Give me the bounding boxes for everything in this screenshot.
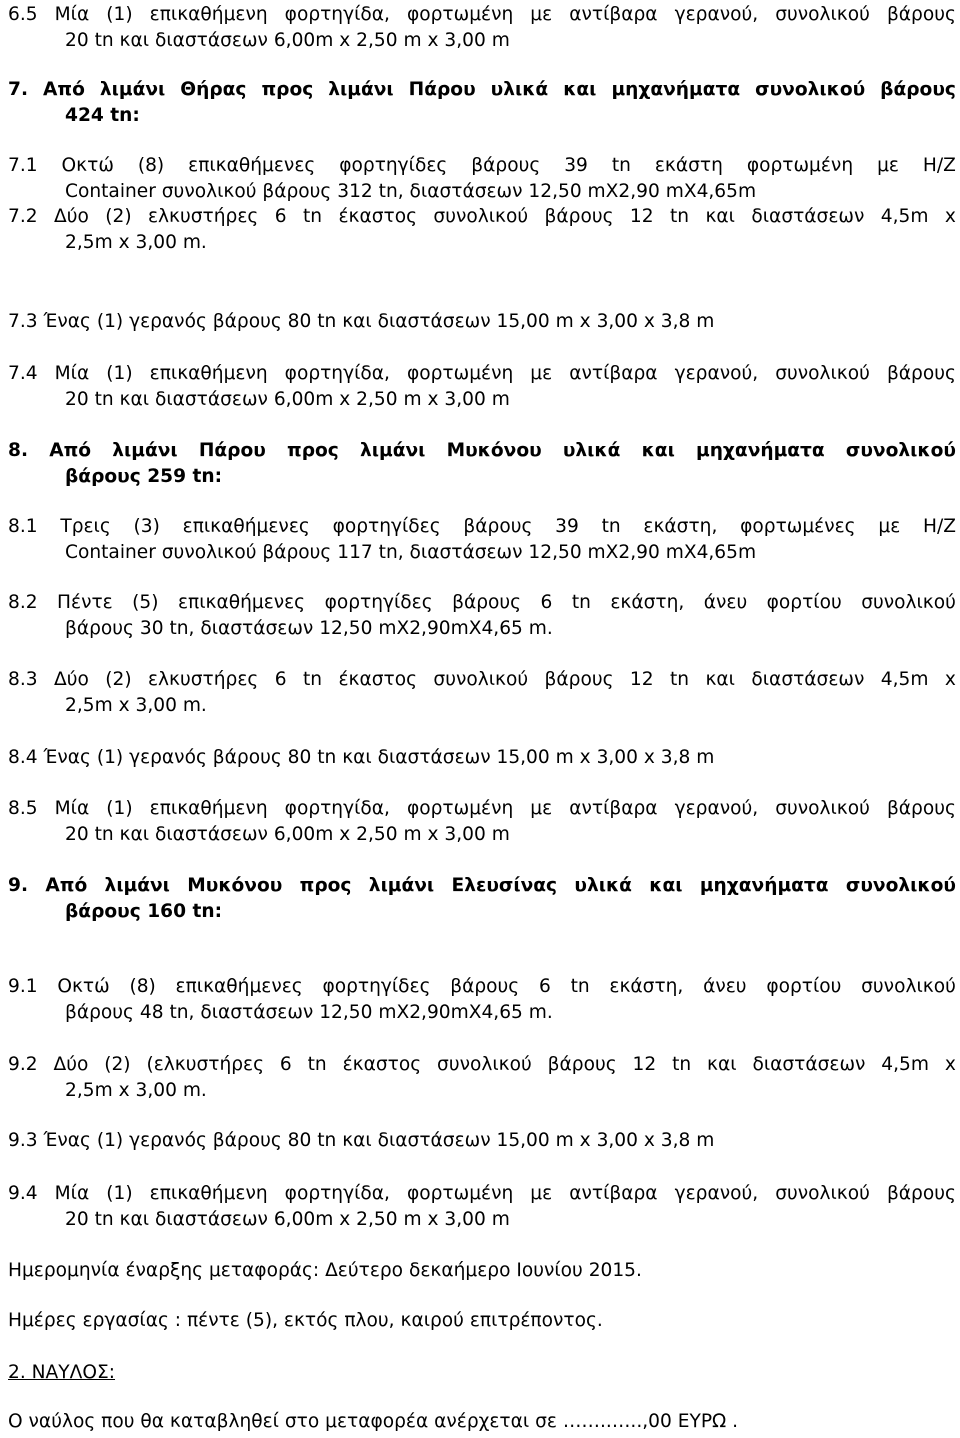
word: (1)	[106, 363, 133, 384]
word: βάρους	[886, 1183, 956, 1204]
word: γερανού,	[674, 4, 759, 25]
word: και	[707, 1054, 737, 1075]
word: λιμάνι	[99, 79, 166, 100]
word: tn	[669, 669, 690, 690]
word: 4,5m	[880, 206, 929, 227]
word: φορτίου	[766, 592, 842, 613]
word: (5)	[132, 592, 159, 613]
word: φορτηγίδα,	[284, 1183, 390, 1204]
word: Μυκόνου	[446, 440, 542, 461]
word: φορτωμένη	[406, 363, 514, 384]
heading-line: βάρους 160 tn:	[65, 901, 223, 922]
word: 7.4	[8, 363, 38, 384]
word: φορτηγίδα,	[284, 798, 390, 819]
word: φορτηγίδες	[324, 592, 433, 613]
word: Μία	[54, 1183, 90, 1204]
item-9-4	[8, 1181, 956, 1233]
item-line	[8, 361, 956, 387]
item-6-5	[8, 2, 956, 54]
word: tn	[672, 1054, 692, 1075]
word: έκαστος	[338, 669, 417, 690]
section-8-heading	[8, 438, 956, 490]
word: με	[878, 516, 901, 537]
word: 6	[279, 1054, 292, 1075]
item-line	[8, 153, 956, 179]
word: με	[530, 798, 553, 819]
word: (2)	[104, 1054, 131, 1075]
heading-line	[8, 77, 956, 103]
word: επικαθήμενες	[175, 976, 303, 997]
word: συνολικού	[433, 206, 529, 227]
word: συνολικού	[775, 4, 870, 25]
word: εκάστη,	[609, 976, 684, 997]
word: tn	[611, 155, 631, 176]
item-line	[8, 667, 956, 693]
word: προς	[261, 79, 314, 100]
item-line: 8.4 Ένας (1) γερανός βάρους 80 tn και διαστάσεων 15,00 m x 3,00 x 3,8 m	[8, 747, 715, 768]
word: x	[944, 1054, 956, 1075]
word: υλικά	[562, 440, 621, 461]
item-7-1	[8, 153, 956, 205]
item-line	[8, 204, 956, 230]
word: tn	[307, 1054, 327, 1075]
word: φορτωμένη	[746, 155, 854, 176]
word: 6	[540, 592, 553, 613]
item-line: Container συνολικού βάρους 312 tn, διαστάσεων 12,50 mX2,90 mX4,65m	[65, 181, 757, 202]
start-date-text: Ημερομηνία έναρξης μεταφοράς: Δεύτερο δεκαήμερο Ιουνίου 2015.	[8, 1260, 642, 1281]
word: λιμάνι	[328, 79, 394, 100]
word: αντίβαρα	[569, 1183, 658, 1204]
word: 6	[274, 669, 287, 690]
word: με	[877, 155, 899, 176]
item-8-2	[8, 590, 956, 642]
word: επικαθήμενη	[149, 1183, 268, 1204]
word: Πάρου	[198, 440, 266, 461]
word: (ελκυστήρες	[146, 1054, 265, 1075]
word: εκάστη,	[610, 592, 685, 613]
word: βάρους	[547, 1054, 617, 1075]
item-line: 2,5m x 3,00 m.	[65, 232, 207, 253]
word: 6	[538, 976, 551, 997]
item-8-3	[8, 667, 956, 719]
word: βάρους	[452, 592, 522, 613]
word: Από	[43, 79, 85, 100]
word: Η/Ζ	[923, 516, 956, 537]
item-line: 2,5m x 3,00 m.	[65, 1080, 207, 1101]
word: φορτηγίδες	[322, 976, 431, 997]
word: επικαθήμενες	[182, 516, 310, 537]
section-7-heading	[8, 77, 956, 129]
word: x	[944, 669, 956, 690]
word: Από	[45, 875, 88, 896]
word: Οκτώ	[57, 976, 110, 997]
heading-line	[8, 438, 956, 464]
word: μηχανήματα	[699, 875, 829, 896]
word: 8.2	[8, 592, 38, 613]
item-line	[8, 1052, 956, 1078]
word: Θήρας	[180, 79, 247, 100]
word: Μία	[54, 363, 90, 384]
word: tn	[601, 516, 621, 537]
word: υλικά	[574, 875, 632, 896]
item-7-3	[8, 309, 956, 335]
item-line: Container συνολικού βάρους 117 tn, διαστάσεων 12,50 mX2,90 mX4,65m	[65, 542, 757, 563]
word: διαστάσεων	[751, 206, 865, 227]
item-line: 20 tn και διαστάσεων 6,00m x 2,50 m x 3,00 m	[65, 824, 510, 845]
word: Τρεις	[60, 516, 111, 537]
word: εκάστη,	[643, 516, 718, 537]
word: και	[705, 669, 735, 690]
word: συνολικού	[861, 592, 956, 613]
word: προς	[299, 875, 352, 896]
freight-text: Ο ναύλος που θα καταβληθεί στο μεταφορέα ανέρχεται σε ……..…..,00 ΕΥΡΩ .	[8, 1411, 739, 1432]
item-line: 2,5m x 3,00 m.	[65, 695, 207, 716]
word: βάρους	[471, 155, 541, 176]
item-line	[8, 590, 956, 616]
item-line	[8, 2, 956, 28]
item-line	[8, 514, 956, 540]
word: συνολικού	[437, 1054, 532, 1075]
word: επικαθήμενη	[149, 363, 268, 384]
word: βάρους	[450, 976, 520, 997]
word: βάρους	[544, 206, 614, 227]
item-9-1	[8, 974, 956, 1026]
word: συνολικού	[755, 79, 866, 100]
heading-line: βάρους 259 tn:	[65, 466, 223, 487]
word: 39	[555, 516, 579, 537]
word: λιμάνι	[112, 440, 178, 461]
word: άνευ	[703, 976, 747, 997]
word: λιμάνι	[360, 440, 426, 461]
word: 8.1	[8, 516, 38, 537]
word: συνολικού	[775, 798, 870, 819]
word: Μία	[54, 4, 90, 25]
word: υλικά	[490, 79, 549, 100]
word: (8)	[129, 976, 156, 997]
item-7-4	[8, 361, 956, 413]
section-2-heading-text: 2. ΝΑΥΛΟΣ:	[8, 1362, 116, 1383]
word: φορτηγίδα,	[284, 4, 390, 25]
heading-line: 424 tn:	[65, 105, 140, 126]
word: συνολικού	[775, 363, 870, 384]
word: βάρους	[886, 363, 956, 384]
word: και	[649, 875, 683, 896]
word: αντίβαρα	[569, 363, 658, 384]
word: x	[944, 206, 956, 227]
word: 12	[632, 1054, 657, 1075]
word: 4,5m	[880, 669, 929, 690]
word: φορτίου	[766, 976, 842, 997]
item-line: 20 tn και διαστάσεων 6,00m x 2,50 m x 3,00 m	[65, 30, 510, 51]
word: αντίβαρα	[569, 798, 658, 819]
item-line: βάρους 48 tn, διαστάσεων 12,50 mX2,90mX4,65 m.	[65, 1002, 553, 1023]
word: 9.	[8, 875, 29, 896]
item-line	[8, 796, 956, 822]
word: λιμάνι	[104, 875, 170, 896]
item-8-5	[8, 796, 956, 848]
word: γερανού,	[674, 363, 759, 384]
word: (2)	[105, 669, 132, 690]
item-line: 20 tn και διαστάσεων 6,00m x 2,50 m x 3,00 m	[65, 1209, 510, 1230]
word: προς	[287, 440, 339, 461]
word: tn	[302, 669, 323, 690]
word: επικαθήμενες	[177, 592, 306, 613]
word: 9.1	[8, 976, 38, 997]
word: αντίβαρα	[569, 4, 658, 25]
word: γερανού,	[674, 798, 759, 819]
item-7-2	[8, 204, 956, 256]
word: ελκυστήρες	[148, 206, 259, 227]
word: εκάστη	[654, 155, 723, 176]
word: άνευ	[703, 592, 748, 613]
word: συνολικού	[845, 440, 956, 461]
word: φορτωμένη	[406, 798, 514, 819]
word: βάρους	[463, 516, 533, 537]
word: γερανού,	[674, 1183, 759, 1204]
word: tn	[570, 976, 590, 997]
word: συνολικού	[433, 669, 529, 690]
word: με	[530, 4, 553, 25]
word: και	[563, 79, 597, 100]
word: βάρους	[886, 4, 956, 25]
word: συνολικού	[775, 1183, 870, 1204]
word: φορτωμένη	[406, 1183, 514, 1204]
word: και	[641, 440, 675, 461]
word: μηχανήματα	[611, 79, 741, 100]
word: Δύο	[53, 669, 89, 690]
item-line: 9.3 Ένας (1) γερανός βάρους 80 tn και διαστάσεων 15,00 m x 3,00 x 3,8 m	[8, 1130, 715, 1151]
word: Ελευσίνας	[451, 875, 558, 896]
word: tn	[302, 206, 323, 227]
item-9-2	[8, 1052, 956, 1104]
item-8-1	[8, 514, 956, 566]
word: μηχανήματα	[696, 440, 825, 461]
start-date	[8, 1258, 956, 1284]
word: φορτηγίδες	[339, 155, 448, 176]
word: 6	[274, 206, 287, 227]
word: διαστάσεων	[751, 669, 865, 690]
word: (8)	[137, 155, 165, 176]
word: ελκυστήρες	[148, 669, 259, 690]
word: έκαστος	[338, 206, 417, 227]
word: βάρους	[544, 669, 614, 690]
word: φορτηγίδα,	[284, 363, 390, 384]
word: 7.1	[8, 155, 38, 176]
word: 8.3	[8, 669, 38, 690]
working-days	[8, 1308, 956, 1334]
word: 9.4	[8, 1183, 38, 1204]
word: 12	[629, 669, 654, 690]
word: Πάρου	[408, 79, 476, 100]
word: Μία	[54, 798, 90, 819]
word: με	[530, 363, 553, 384]
word: διαστάσεων	[752, 1054, 866, 1075]
word: έκαστος	[342, 1054, 422, 1075]
word: φορτηγίδες	[332, 516, 441, 537]
word: tn	[571, 592, 591, 613]
section-9-heading	[8, 873, 956, 925]
word: (3)	[133, 516, 160, 537]
word: φορτωμένες	[740, 516, 856, 537]
word: 4,5m	[881, 1054, 929, 1075]
word: 9.2	[8, 1054, 38, 1075]
section-2-heading	[8, 1360, 956, 1386]
word: 7.2	[8, 206, 38, 227]
word: 7.	[8, 79, 29, 100]
word: επικαθήμενη	[149, 798, 268, 819]
word: Οκτώ	[61, 155, 114, 176]
word: 8.5	[8, 798, 38, 819]
item-9-3	[8, 1128, 956, 1154]
word: Δύο	[53, 1054, 89, 1075]
word: 8.	[8, 440, 29, 461]
word: (1)	[106, 4, 133, 25]
word: Μυκόνου	[187, 875, 283, 896]
word: λιμάνι	[368, 875, 435, 896]
word: Πέντε	[57, 592, 113, 613]
word: βάρους	[886, 798, 956, 819]
word: (1)	[106, 1183, 133, 1204]
word: φορτωμένη	[406, 4, 514, 25]
word: 39	[564, 155, 588, 176]
word: και	[705, 206, 735, 227]
word: συνολικού	[845, 875, 956, 896]
word: tn	[669, 206, 690, 227]
item-line: 20 tn και διαστάσεων 6,00m x 2,50 m x 3,00 m	[65, 389, 510, 410]
word: επικαθήμενες	[188, 155, 316, 176]
word: 6.5	[8, 4, 38, 25]
item-line: βάρους 30 tn, διαστάσεων 12,50 mX2,90mX4,65 m.	[65, 618, 553, 639]
word: Η/Ζ	[922, 155, 956, 176]
item-line	[8, 1181, 956, 1207]
word: (1)	[106, 798, 133, 819]
working-days-text: Ημέρες εργασίας : πέντε (5), εκτός πλου, καιρού επιτρέποντος.	[8, 1310, 603, 1331]
item-line: 7.3 Ένας (1) γερανός βάρους 80 tn και διαστάσεων 15,00 m x 3,00 x 3,8 m	[8, 311, 715, 332]
word: Από	[49, 440, 92, 461]
word: με	[530, 1183, 553, 1204]
item-8-4	[8, 745, 956, 771]
word: συνολικού	[861, 976, 956, 997]
word: βάρους	[880, 79, 956, 100]
word: (2)	[105, 206, 132, 227]
word: Δύο	[53, 206, 89, 227]
item-line	[8, 974, 956, 1000]
word: 12	[629, 206, 654, 227]
word: επικαθήμενη	[149, 4, 268, 25]
heading-line	[8, 873, 956, 899]
freight-amount	[8, 1409, 956, 1435]
